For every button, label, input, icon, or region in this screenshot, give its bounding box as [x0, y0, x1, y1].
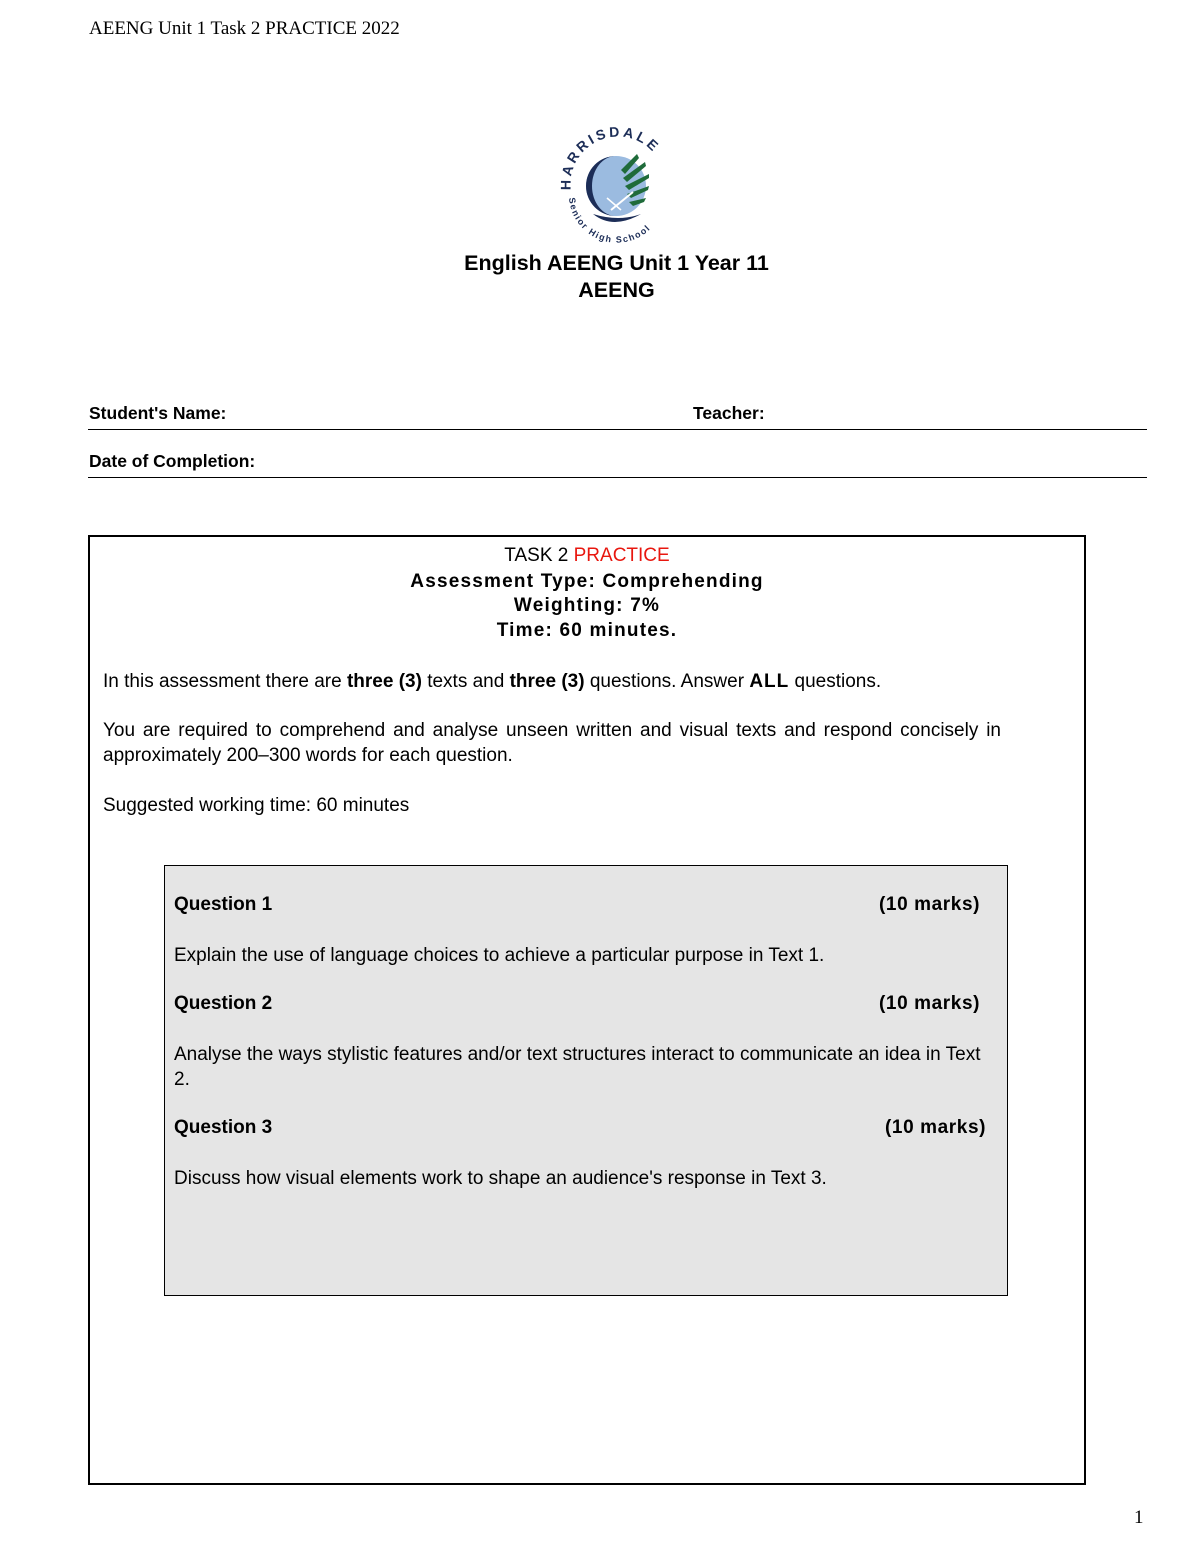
intro-paragraph: In this assessment there are three (3) texts and three (3) questions. Answer ALL questions. — [103, 671, 882, 692]
weighting: Weighting: 7% — [513, 595, 661, 616]
page-number: 1 — [1134, 1507, 1144, 1528]
date-row — [88, 451, 1147, 478]
assessment-type: Assessment Type: Comprehending — [410, 571, 764, 592]
question-3-text: Discuss how visual elements work to shape an audience's response in Text 3. — [174, 1168, 827, 1189]
question-1-text: Explain the use of language choices to achieve a particular purpose in Text 1. — [174, 945, 825, 966]
logo-arc-text: HARRISDALE — [557, 123, 664, 191]
practice-label: PRACTICE — [573, 545, 670, 566]
suggested-time: Suggested working time: 60 minutes — [103, 795, 410, 816]
date-of-completion-label: Date of Completion: — [89, 451, 256, 471]
time-allowed: Time: 60 minutes. — [496, 620, 678, 641]
student-name-label: Student's Name: — [89, 403, 227, 423]
question-3-title: Question 3 — [174, 1117, 273, 1138]
teacher-label: Teacher: — [693, 403, 765, 423]
question-1-title: Question 1 — [174, 894, 273, 915]
title-line-2: AEENG — [578, 278, 655, 302]
task-prefix: TASK 2 — [504, 545, 574, 566]
title-line-1: English AEENG Unit 1 Year 11 — [464, 251, 769, 275]
questions-box — [164, 865, 1008, 1296]
question-3-marks: (10 marks) — [885, 1117, 987, 1138]
task-details-box — [88, 535, 1086, 1485]
question-1-marks: (10 marks) — [879, 894, 981, 915]
question-2-title: Question 2 — [174, 993, 273, 1014]
question-2-text: Analyse the ways stylistic features and/or text structures interact to communicate an idea in Text 2. — [174, 1044, 981, 1090]
name-teacher-row — [88, 403, 1147, 430]
question-2-marks: (10 marks) — [879, 993, 981, 1014]
document-title — [0, 250, 1200, 304]
task-heading — [90, 545, 1084, 567]
running-header: AEENG Unit 1 Task 2 PRACTICE 2022 — [89, 18, 400, 39]
instruction-paragraph: You are required to comprehend and analyse unseen written and visual texts and respond concisely in approximately 200–300 words for each question. — [103, 720, 1001, 766]
school-logo — [549, 118, 683, 252]
logo-sub-text: Senior High School — [566, 196, 653, 245]
